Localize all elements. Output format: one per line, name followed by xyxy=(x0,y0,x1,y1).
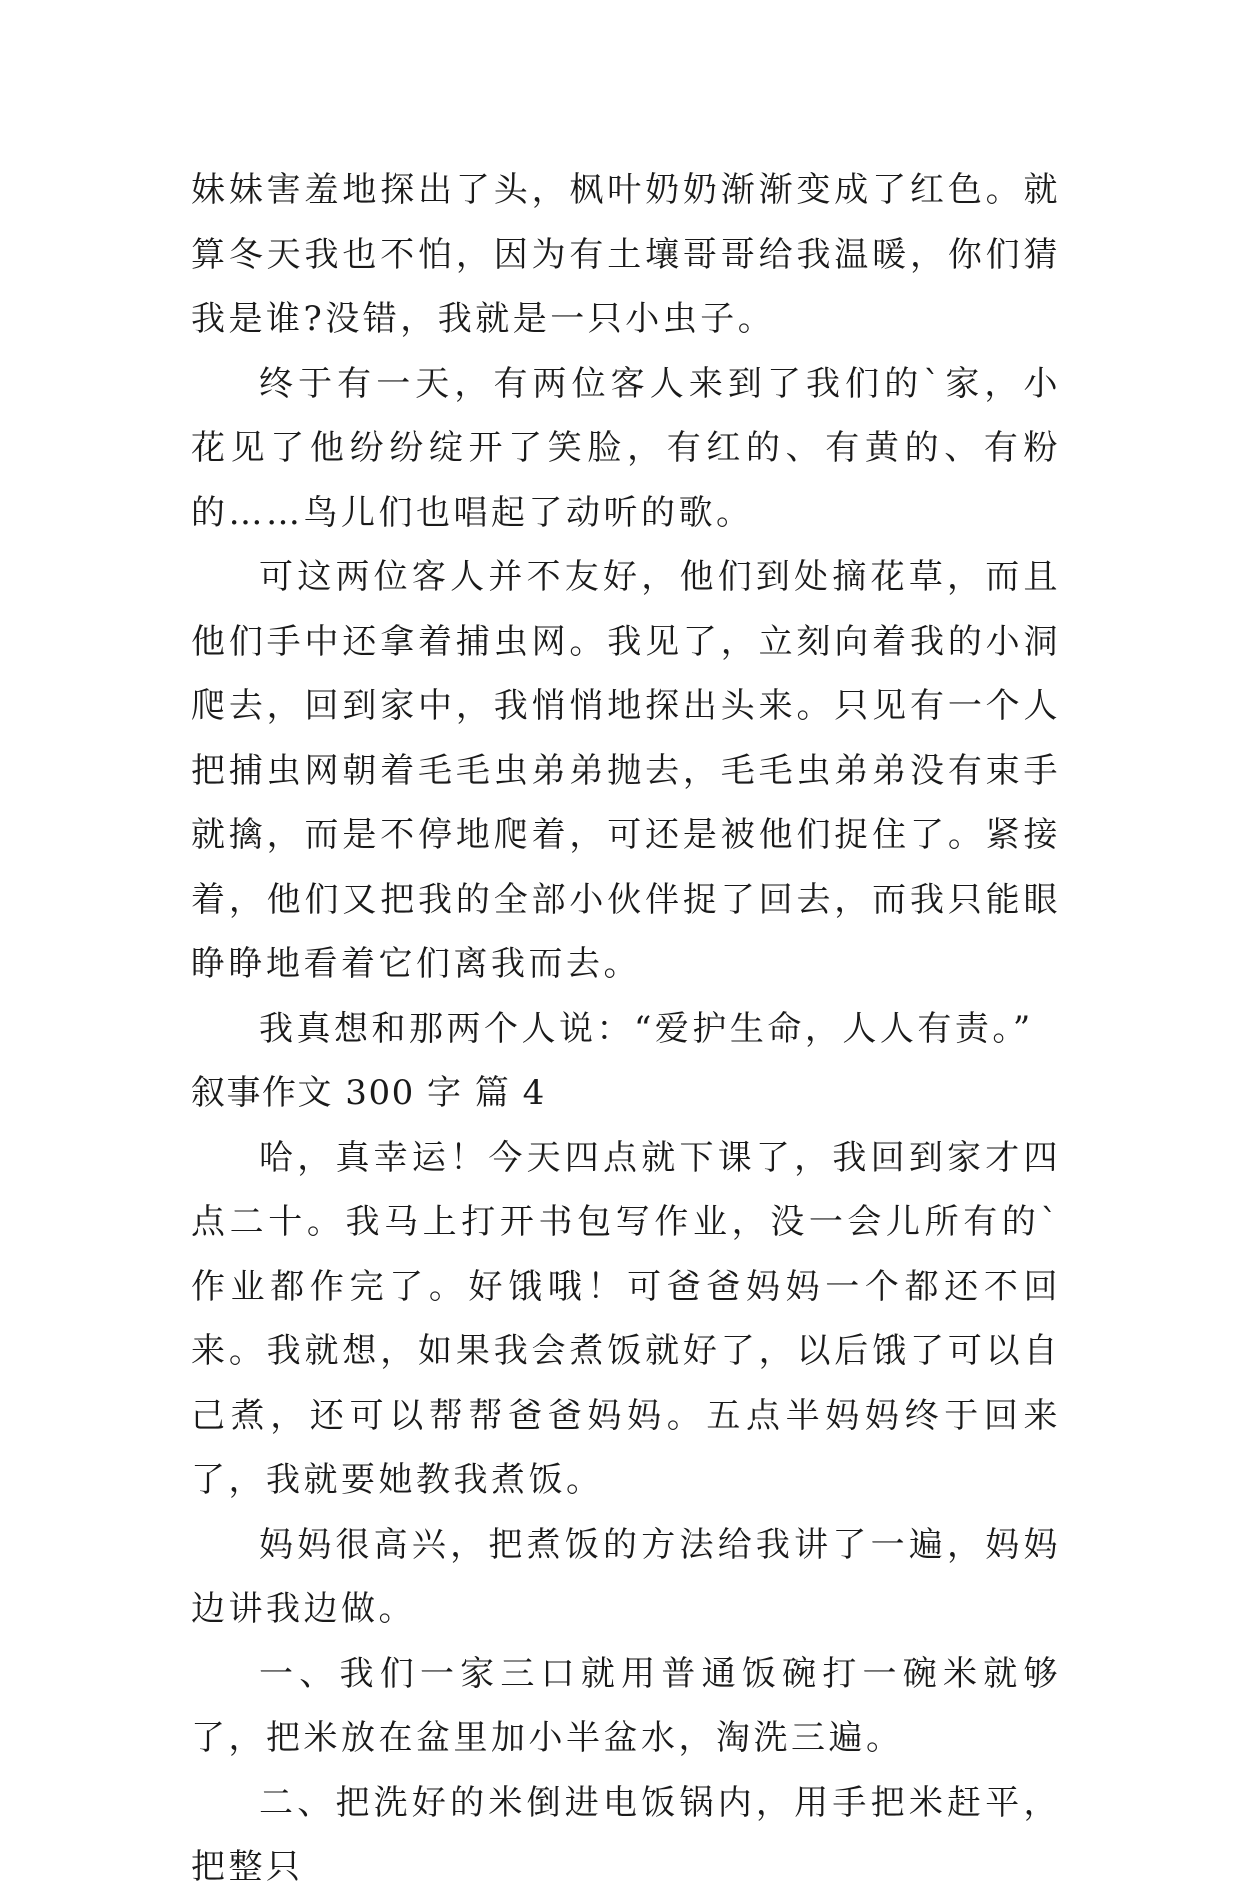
paragraph: 可这两位客人并不友好，他们到处摘花草，而且他们手中还拿着捕虫网。我见了，立刻向着我的小洞爬去，回到家中，我悄悄地探出头来。只见有一个人把捕虫网朝着毛毛虫弟弟抛去，毛毛虫弟弟没有束手就擒，而是不停地爬着，可还是被他们捉住了。紧接着，他们又把我的全部小伙伴捉了回去，而我只能眼睁睁地看着它们离我而去。 xyxy=(191,557,1061,984)
document-body xyxy=(191,158,1061,1900)
paragraph: 一、我们一家三口就用普通饭碗打一碗米就够了，把米放在盆里加小半盆水，淘洗三遍。 xyxy=(191,1653,1061,1758)
paragraph: 终于有一天，有两位客人来到了我们的`家，小花见了他纷纷绽开了笑脸，有红的、有黄的、有粉的……鸟儿们也唱起了动听的歌。 xyxy=(191,363,1061,533)
paragraph: 妈妈很高兴，把煮饭的方法给我讲了一遍，妈妈边讲我边做。 xyxy=(191,1524,1061,1629)
section-title: 叙事作文 300 字 篇 4 xyxy=(191,1073,546,1113)
paragraph: 二、把洗好的米倒进电饭锅内，用手把米赶平，把整只 xyxy=(191,1782,1061,1887)
paragraph: 我真想和那两个人说：“爱护生命，人人有责。” xyxy=(259,1008,1034,1049)
paragraph: 哈，真幸运！今天四点就下课了，我回到家才四点二十。我马上打开书包写作业，没一会儿所有的`作业都作完了。好饿哦！可爸爸妈妈一个都还不回来。我就想，如果我会煮饭就好了，以后饿了可以自己煮，还可以帮帮爸爸妈妈。五点半妈妈终于回来了，我就要她教我煮饭。 xyxy=(191,1137,1061,1500)
paragraph-continued: 妹妹害羞地探出了头，枫叶奶奶渐渐变成了红色。就算冬天我也不怕，因为有土壤哥哥给我温暖，你们猜我是谁?没错，我就是一只小虫子。 xyxy=(191,170,1061,339)
